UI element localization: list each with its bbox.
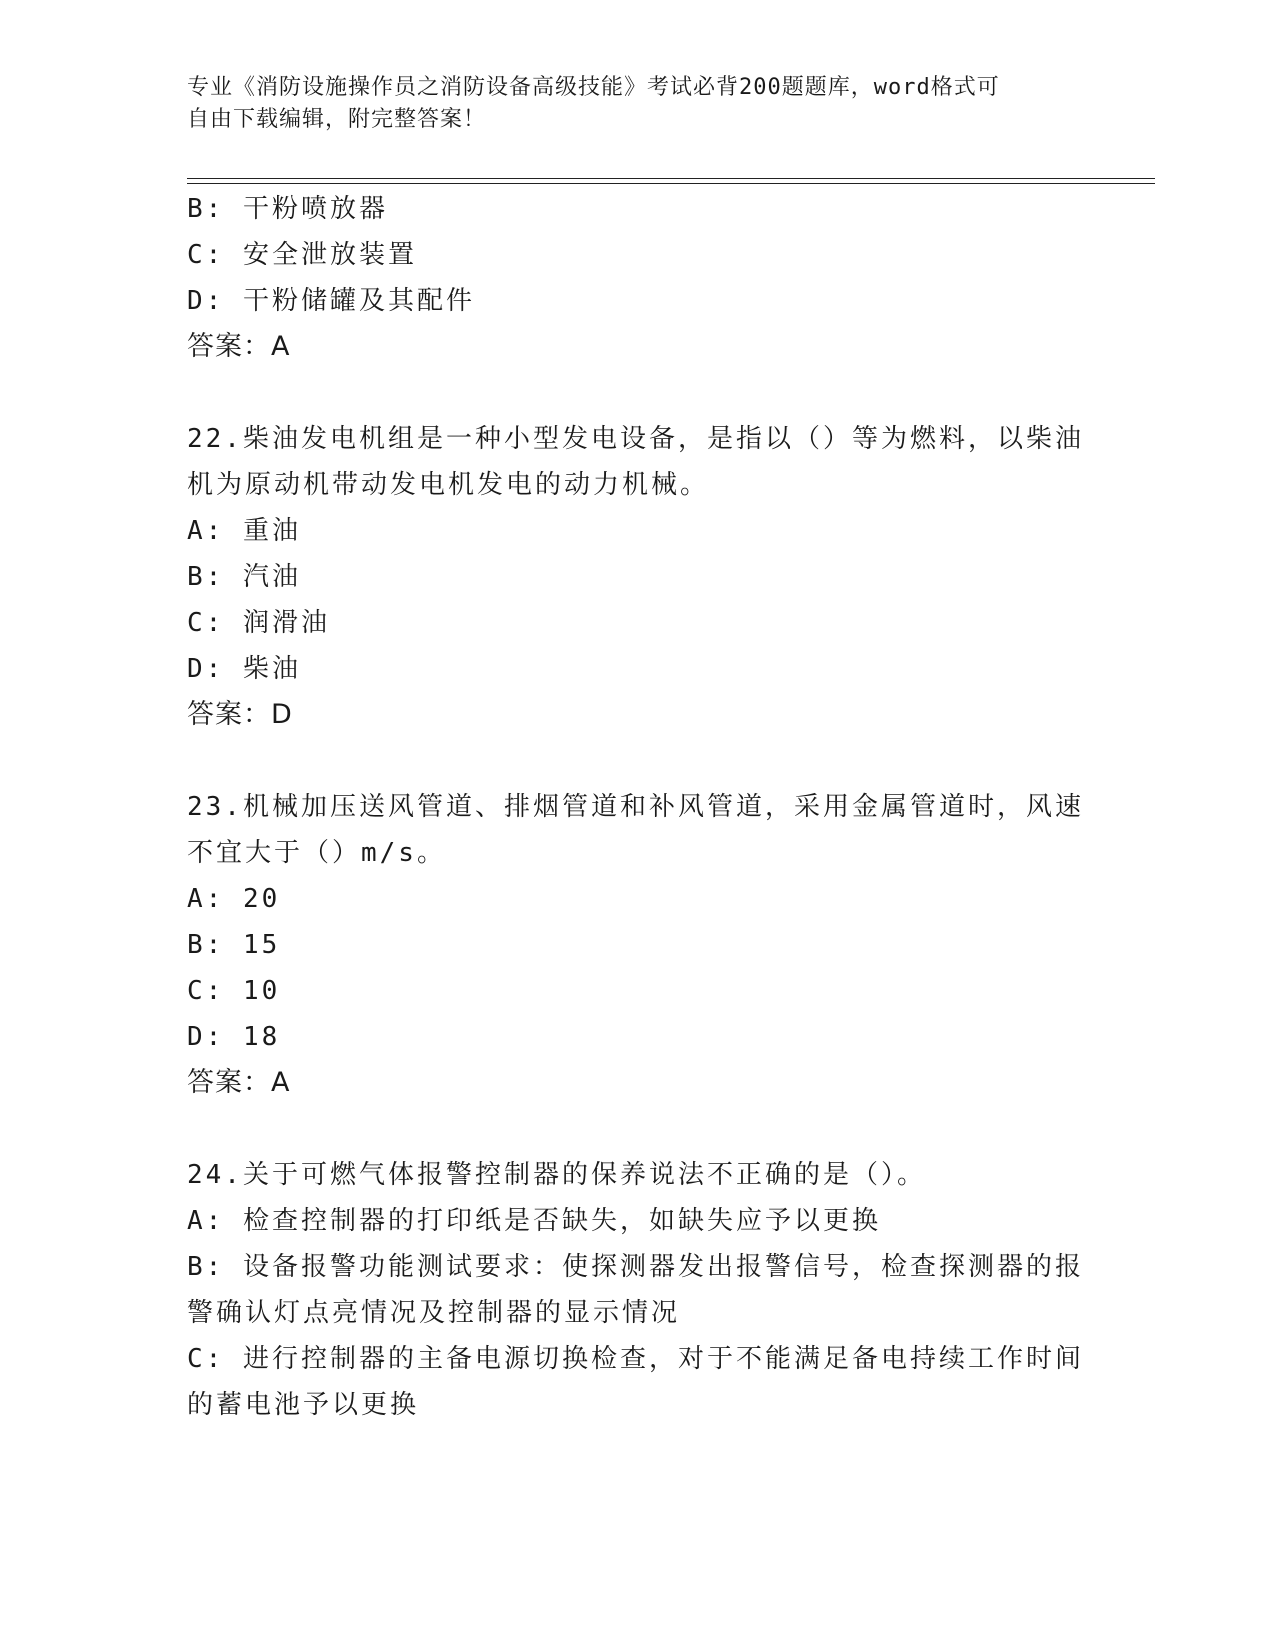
question-text-line: 22.柴油发电机组是一种小型发电设备，是指以（）等为燃料，以柴油 (187, 424, 1084, 454)
question-23 (187, 784, 1087, 1106)
question-text-line: 不宜大于（）m/s。 (187, 838, 446, 868)
header-line-1: 专业《消防设施操作员之消防设备高级技能》考试必背200题题库，word格式可 (187, 75, 1000, 100)
question-text-line: 机为原动机带动发电机发电的动力机械。 (187, 470, 710, 500)
option-b-line-1: B: 设备报警功能测试要求：使探测器发出报警信号，检查探测器的报 (187, 1252, 1084, 1282)
option-b: B: 汽油 (187, 562, 301, 592)
option-c: C: 10 (187, 976, 281, 1006)
answer: 答案：A (187, 331, 291, 362)
option-c: C: 安全泄放装置 (187, 240, 417, 270)
header-rule-bottom (187, 183, 1155, 184)
option-a: A: 检查控制器的打印纸是否缺失，如缺失应予以更换 (187, 1206, 881, 1236)
header-line-2: 自由下载编辑，附完整答案！ (187, 107, 487, 132)
option-c-line-2: 的蓄电池予以更换 (187, 1390, 420, 1420)
option-b: B: 15 (187, 930, 281, 960)
question-text-line: 24.关于可燃气体报警控制器的保养说法不正确的是（）。 (187, 1160, 926, 1190)
option-a: A: 重油 (187, 516, 301, 546)
option-d: D: 干粉储罐及其配件 (187, 286, 475, 316)
document-body (187, 186, 1087, 1428)
document-header (187, 72, 1067, 136)
option-b-line-2: 警确认灯点亮情况及控制器的显示情况 (187, 1298, 681, 1328)
option-d: D: 柴油 (187, 654, 301, 684)
answer: 答案：A (187, 1067, 291, 1098)
option-c: C: 润滑油 (187, 608, 330, 638)
question-22 (187, 416, 1087, 738)
option-a: A: 20 (187, 884, 281, 914)
question-text-line: 23.机械加压送风管道、排烟管道和补风管道，采用金属管道时，风速 (187, 792, 1084, 822)
answer: 答案：D (187, 699, 293, 730)
question-21-fragment (187, 186, 1087, 370)
option-c-line-1: C: 进行控制器的主备电源切换检查，对于不能满足备电持续工作时间 (187, 1344, 1084, 1374)
header-rule-top (187, 178, 1155, 179)
option-b: B: 干粉喷放器 (187, 194, 388, 224)
question-24 (187, 1152, 1087, 1428)
option-d: D: 18 (187, 1022, 281, 1052)
